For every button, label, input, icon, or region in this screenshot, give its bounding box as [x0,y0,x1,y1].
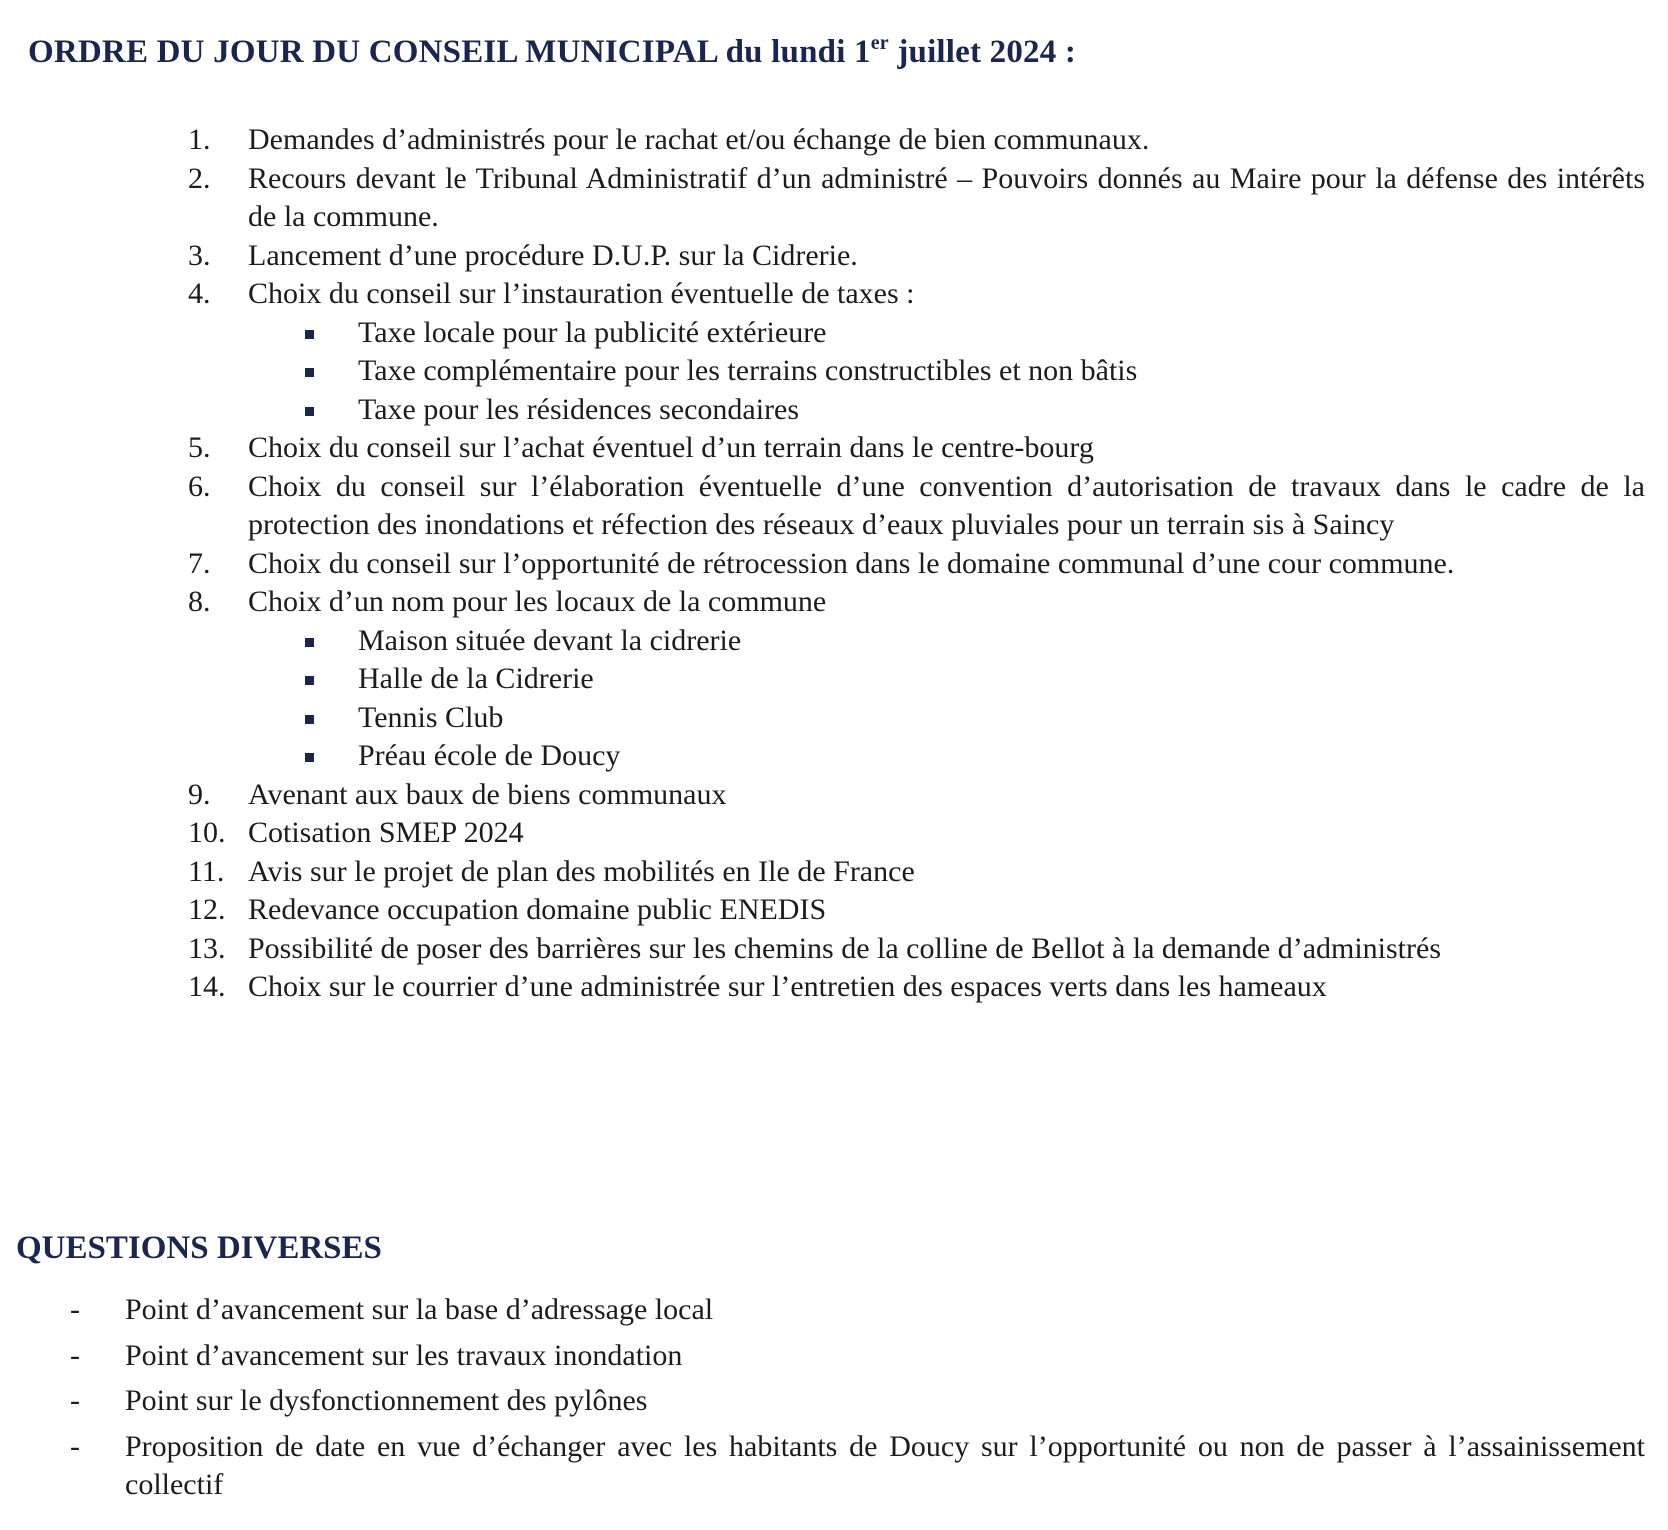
item-number: 4. [188,277,211,310]
agenda-item [188,545,1645,584]
item-number: 3. [188,238,211,272]
item-text: Choix du conseil sur l’achat éventuel d’un terrain dans le centre-bourg [248,431,1094,464]
square-bullet-icon [305,638,314,647]
dash-marker: - [70,1429,80,1463]
item-text: Choix du conseil sur l’instauration éventuelle de taxes : [248,277,915,310]
item-number: 13. [188,931,226,965]
item-number: 12. [188,893,226,926]
agenda-item [188,853,1645,892]
item-number: 10. [188,816,226,849]
item-text: Choix du conseil sur l’élaboration éventuelle d’une convention d’autorisation de travaux dans le cadre de la protection des inondations et réfection des réseaux d’eaux pluviales pour un terrain sis à Saincy [248,469,1645,541]
item-number: 8. [188,585,211,618]
title-superscript: er [870,32,889,54]
agenda-list [188,121,1645,1007]
square-bullet-icon [305,753,314,762]
sub-item-text: Tennis Club [358,700,504,734]
square-bullet-icon [305,676,314,685]
square-bullet-icon [305,715,314,724]
dash-marker: - [70,1384,80,1417]
sub-item-text: Halle de la Cidrerie [358,662,594,695]
item-text: Recours devant le Tribunal Administratif d’un administré – Pouvoirs donnés au Maire pour la défense des intérêts de la commune. [248,161,1645,233]
item-number: 6. [188,469,211,503]
question-text: Point sur le dysfonctionnement des pylônes [125,1384,648,1417]
item-number: 7. [188,546,211,580]
question-text: Point d’avancement sur la base d’adressage local [125,1293,714,1326]
sub-list [248,314,1645,430]
agenda-item [188,814,1645,853]
item-text: Choix sur le courrier d’une administrée sur l’entretien des espaces verts dans les hameaux [248,970,1327,1003]
dash-marker: - [70,1293,80,1326]
item-number: 1. [188,123,211,156]
agenda-item [188,468,1645,545]
sub-item [248,622,1645,661]
item-text: Lancement d’une procédure D.U.P. sur la Cidrerie. [248,238,858,272]
sub-item-text: Taxe pour les résidences secondaires [358,392,800,426]
agenda-item [188,429,1645,468]
item-number: 5. [188,431,211,464]
item-number: 14. [188,970,226,1003]
sub-item [248,737,1645,776]
sub-item-text: Taxe complémentaire pour les terrains constructibles et non bâtis [358,354,1138,387]
agenda-item [188,237,1645,276]
agenda-item [188,891,1645,930]
item-text: Demandes d’administrés pour le rachat et/ou échange de bien communaux. [248,123,1150,156]
sub-item [248,699,1645,738]
question-text: Point d’avancement sur les travaux inondation [125,1338,683,1372]
agenda-item [188,930,1645,969]
agenda-item [188,275,1645,429]
sub-list [248,622,1645,776]
question-item [70,1428,1645,1505]
sub-item [248,660,1645,699]
item-text: Cotisation SMEP 2024 [248,816,524,849]
square-bullet-icon [305,330,314,339]
document-title [28,34,1076,71]
agenda-item [188,160,1645,237]
sub-item [248,314,1645,353]
square-bullet-icon [305,368,314,377]
agenda-item [188,968,1645,1007]
item-text: Possibilité de poser des barrières sur les chemins de la colline de Bellot à la demande d’administrés [248,931,1441,965]
section-title-questions: QUESTIONS DIVERSES [16,1230,382,1266]
item-text: Redevance occupation domaine public ENEDIS [248,893,827,926]
sub-item-text: Maison située devant la cidrerie [358,623,742,657]
item-text: Choix du conseil sur l’opportunité de rétrocession dans le domaine communal d’une cour commune. [248,546,1455,580]
item-text: Choix d’un nom pour les locaux de la commune [248,585,827,618]
item-number: 11. [188,854,225,888]
question-text: Proposition de date en vue d’échanger avec les habitants de Doucy sur l’opportunité ou non de passer à l’assainissement collectif [125,1429,1645,1501]
sub-item [248,391,1645,430]
square-bullet-icon [305,407,314,416]
agenda-item [188,583,1645,776]
question-item [70,1382,1645,1421]
sub-item-text: Préau école de Doucy [358,739,621,772]
item-number: 9. [188,777,211,811]
agenda-item [188,121,1645,160]
question-item [70,1291,1645,1330]
dash-marker: - [70,1338,80,1372]
agenda-item [188,776,1645,815]
item-text: Avenant aux baux de biens communaux [248,777,727,811]
title-date: juillet 2024 : [888,34,1077,70]
title-main: ORDRE DU JOUR DU CONSEIL MUNICIPAL du lundi 1 [28,34,871,70]
item-number: 2. [188,161,211,195]
questions-list [70,1291,1645,1512]
item-text: Avis sur le projet de plan des mobilités en Ile de France [248,854,915,888]
question-item [70,1337,1645,1376]
sub-item [248,352,1645,391]
sub-item-text: Taxe locale pour la publicité extérieure [358,315,827,349]
